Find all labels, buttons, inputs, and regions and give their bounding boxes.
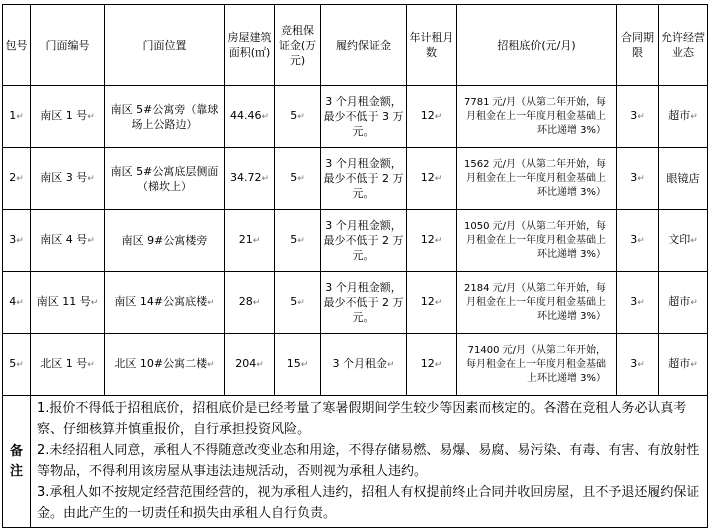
- cell-rent: 7781 元/月（从第二年开始，每月租金在上一年度月租金基础上环比递增 3%）: [457, 86, 617, 148]
- cell-months: 12↵: [407, 272, 457, 334]
- header-term: 合同期限: [617, 5, 659, 86]
- cell-area: 21↵: [225, 210, 275, 272]
- cell-deposit: 5↵: [275, 272, 321, 334]
- table-row: [3, 148, 708, 210]
- cell-use: 超市↵: [659, 272, 708, 334]
- header-row: [3, 5, 708, 86]
- cell-months: 12↵: [407, 148, 457, 210]
- notes-label: 备注: [3, 396, 31, 528]
- header-months: 年计租月数: [407, 5, 457, 86]
- table-row: [3, 86, 708, 148]
- cell-location: 南区 14#公寓底楼↵: [105, 272, 225, 334]
- header-code: 门面编号: [31, 5, 105, 86]
- lease-table: [2, 4, 708, 528]
- cell-bond: 3 个月租金额，最少不低于 3 万元。: [321, 86, 407, 148]
- cell-rent: 1050 元/月（从第二年开始，每月租金在上一年度月租金基础上环比递增 3%）: [457, 210, 617, 272]
- table-row: [3, 334, 708, 396]
- cell-area: 204↵: [225, 334, 275, 396]
- cell-bond: 3 个月租金额，最少不低于 2 万元。: [321, 148, 407, 210]
- header-use: 允许经营业态: [659, 5, 708, 86]
- header-deposit: 竞租保证金(万元): [275, 5, 321, 86]
- cell-rent: 71400 元/月（从第二年开始，每月租金在上一年度月租金基础上环比递增 3%）: [457, 334, 617, 396]
- cell-term: 3↵: [617, 210, 659, 272]
- cell-code: 南区 1 号↵: [31, 86, 105, 148]
- cell-area: 28↵: [225, 272, 275, 334]
- cell-seq: 4↵: [3, 272, 31, 334]
- cell-months: 12↵: [407, 334, 457, 396]
- cell-bond: 3 个月租金↵: [321, 334, 407, 396]
- header-bond: 履约保证金: [321, 5, 407, 86]
- cell-location: 北区 10#公寓二楼↵: [105, 334, 225, 396]
- cell-area: 44.46↵: [225, 86, 275, 148]
- cell-seq: 3↵: [3, 210, 31, 272]
- cell-term: 3↵: [617, 86, 659, 148]
- cell-code: 南区 4 号↵: [31, 210, 105, 272]
- cell-code: 南区 11 号↵: [31, 272, 105, 334]
- cell-term: 3↵: [617, 334, 659, 396]
- cell-location: 南区 9#公寓楼旁: [105, 210, 225, 272]
- cell-location: 南区 5#公寓旁（靠球场上公路边）: [105, 86, 225, 148]
- cell-term: 3↵: [617, 148, 659, 210]
- cell-use: 超市↵: [659, 334, 708, 396]
- header-area: 房屋建筑面积(㎡): [225, 5, 275, 86]
- cell-rent: 1562 元/月（从第二年开始，每月租金在上一年度月租金基础上环比递增 3%）: [457, 148, 617, 210]
- cell-months: 12↵: [407, 210, 457, 272]
- cell-deposit: 5↵: [275, 210, 321, 272]
- header-location: 门面位置: [105, 5, 225, 86]
- header-seq: 包号: [3, 5, 31, 86]
- note-item: 3.承租人如不按规定经营范围经营的，视为承租人违约，招租人有权提前终止合同并收回房屋，且不予退还履约保证金。由此产生的一切责任和损失由承租人自行负责。: [37, 485, 700, 521]
- cell-seq: 5↵: [3, 334, 31, 396]
- note-item: 2.未经招租人同意，承租人不得随意改变业态和用途，不得存储易燃、易爆、易腐、易污染、有毒、有害、有放射性等物品，不得利用该房屋从事违法违规活动，否则视为承租人违约。: [37, 443, 700, 479]
- notes-row: [3, 396, 708, 528]
- cell-seq: 2↵: [3, 148, 31, 210]
- note-item: 1.报价不得低于招租底价，招租底价是已经考量了寒暑假期间学生较少等因素而核定的。各潜在竞租人务必认真考察、仔细核算并慎重报价，自行承担投资风险。: [37, 401, 687, 437]
- cell-use: 文印↵: [659, 210, 708, 272]
- cell-rent: 2184 元/月（从第二年开始，每月租金在上一年度月租金基础上环比递增 3%）: [457, 272, 617, 334]
- cell-code: 南区 3 号↵: [31, 148, 105, 210]
- header-rent: 招租底价(元/月): [457, 5, 617, 86]
- cell-deposit: 5↵: [275, 148, 321, 210]
- cell-deposit: 15↵: [275, 334, 321, 396]
- cell-use: 眼镜店: [659, 148, 708, 210]
- table-row: [3, 210, 708, 272]
- cell-deposit: 5↵: [275, 86, 321, 148]
- cell-bond: 3 个月租金额，最少不低于 2 万元。: [321, 210, 407, 272]
- cell-code: 北区 1 号↵: [31, 334, 105, 396]
- cell-term: 3↵: [617, 272, 659, 334]
- cell-area: 34.72↵: [225, 148, 275, 210]
- cell-bond: 3 个月租金额，最少不低于 2 万元。: [321, 272, 407, 334]
- cell-months: 12↵: [407, 86, 457, 148]
- cell-location: 南区 5#公寓底层侧面（梯坎上）: [105, 148, 225, 210]
- table-row: [3, 272, 708, 334]
- cell-use: 超市↵: [659, 86, 708, 148]
- notes-content: [31, 396, 708, 528]
- cell-seq: 1↵: [3, 86, 31, 148]
